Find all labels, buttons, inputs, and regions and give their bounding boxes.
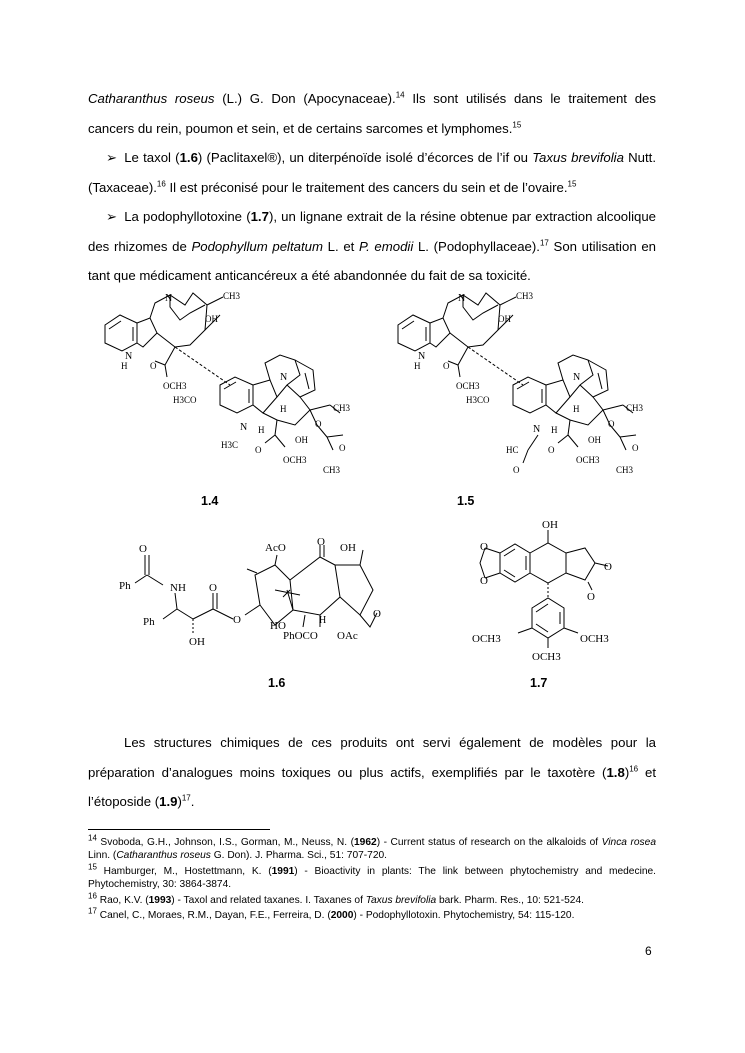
atom-label: O <box>513 465 520 475</box>
text-run: La podophyllotoxine ( <box>124 209 251 224</box>
compound-ref: 1.8 <box>606 764 625 780</box>
compound-label: 1.5 <box>457 494 475 508</box>
footnote-ref[interactable]: 17 <box>181 793 191 803</box>
page-number: 6 <box>645 944 652 958</box>
footnote-year: 1962 <box>354 837 377 848</box>
atom-label: PhOCO <box>283 630 318 642</box>
text-run: Nutt. (Taxaceae). <box>88 150 656 195</box>
structure-1-7 <box>470 518 630 668</box>
atom-label: NH <box>170 582 186 594</box>
atom-label: O <box>209 582 217 594</box>
atom-label: HC <box>506 445 519 455</box>
atom-label: O <box>139 543 147 555</box>
atom-label: O <box>373 608 381 620</box>
atom-label: OH <box>295 435 308 445</box>
atom-label: N <box>125 351 133 362</box>
atom-label: HO <box>270 620 286 632</box>
text-run: L. et <box>322 238 359 254</box>
species-name: Taxus brevifolia <box>532 150 624 165</box>
atom-label: Ph <box>143 616 155 628</box>
atom-label: OCH3 <box>576 455 600 465</box>
atom-label: OCH3 <box>532 651 561 663</box>
atom-label: CH3 <box>516 291 534 301</box>
atom-label: H3CO <box>173 395 197 405</box>
bullet-arrow-icon: ➢ <box>106 150 118 165</box>
text-run: ) - Bioactivity in plants: The link between phytochemistry and medecine. Phytochemistry, 30: 3864-3874. <box>88 866 656 891</box>
footnote-ref[interactable]: 16 <box>156 179 166 189</box>
atom-label: H <box>414 361 421 371</box>
atom-label: CH3 <box>626 403 644 413</box>
atom-label: OAc <box>337 630 358 642</box>
atom-label: N <box>573 372 581 383</box>
compound-ref: 1.6 <box>179 150 198 165</box>
species-name: Catharanthus roseus <box>116 850 211 862</box>
atom-label: N <box>280 372 288 383</box>
atom-label: Ph <box>119 580 131 592</box>
atom-label: O <box>255 445 262 455</box>
atom-label: H <box>551 425 558 435</box>
footnote-separator <box>88 829 270 830</box>
text-run: ) - Current status of research on the alkaloids of <box>376 837 602 848</box>
paragraph-intro <box>88 84 656 143</box>
bullet-arrow-icon: ➢ <box>106 209 118 224</box>
atom-label: OH <box>588 435 601 445</box>
atom-label: OH <box>542 519 558 531</box>
footnote-ref[interactable]: 15 <box>567 179 577 189</box>
atom-label: O <box>480 541 488 553</box>
text-run: et l’étoposide ( <box>88 764 657 809</box>
atom-label: OCH3 <box>580 633 609 645</box>
text-run: . <box>190 794 195 809</box>
atom-label: OH <box>498 314 511 324</box>
text-run: bark. Pharm. Res., 10: 521-524. <box>436 895 584 906</box>
compound-ref: 1.7 <box>250 209 269 224</box>
footnote-ref[interactable]: 16 <box>629 764 639 774</box>
atom-label: N <box>240 422 248 433</box>
atom-label: O <box>443 361 450 371</box>
atom-label: N <box>533 424 541 435</box>
text-run: Il est préconisé pour le traitement des cancers du sein et de l’ovaire. <box>165 179 568 195</box>
text-run: ) - Taxol and related taxanes. I. Taxanes of <box>171 895 366 906</box>
atom-label: N <box>418 351 426 362</box>
text-run: (L.) G. Don (Apocynaceae). <box>214 91 396 106</box>
footnote-ref[interactable]: 14 <box>395 90 405 100</box>
atom-label: H <box>121 361 128 371</box>
paragraph-taxol <box>88 143 656 202</box>
compound-ref: 1.9 <box>159 794 178 809</box>
atom-label: O <box>233 614 241 626</box>
text-run: ) - Podophyllotoxin. Phytochemistry, 54: 115-120. <box>353 910 575 921</box>
footnote-year: 1993 <box>148 895 172 906</box>
text-run: Les structures chimiques de ces produits ont servi également de modèles pour la préparation d’analogues moins toxiques ou plus actifs, exemplifiés par le taxotère ( <box>88 735 656 780</box>
atom-label: O <box>608 419 615 429</box>
atom-label: CH3 <box>333 403 351 413</box>
atom-label: OH <box>205 314 218 324</box>
species-name: P. emodii <box>359 238 414 254</box>
footnote-year: 1991 <box>271 866 295 877</box>
atom-label: AcO <box>265 542 286 554</box>
footnote-15 <box>88 862 656 891</box>
atom-label: O <box>548 445 555 455</box>
species-name: Podophyllum peltatum <box>191 238 323 254</box>
atom-label: OCH3 <box>163 381 187 391</box>
text-run: L. (Podophyllaceae). <box>413 238 540 254</box>
atom-label: H <box>573 404 580 414</box>
text-run: Canel, C., Moraes, R.M., Dayan, F.E., Ferreira, D. ( <box>96 910 331 921</box>
structure-1-4 <box>95 285 365 485</box>
atom-label: O <box>604 561 612 573</box>
atom-label: O <box>317 536 325 548</box>
text-run: G. Don). J. Pharma. Sci., 51: 707-720. <box>210 850 388 862</box>
footnote-14 <box>88 833 656 862</box>
species-name: Vinca rosea <box>601 837 656 848</box>
species-name: Taxus brevifolia <box>365 895 437 906</box>
atom-label: H <box>258 425 265 435</box>
species-name: Catharanthus roseus <box>88 91 215 106</box>
atom-label: CH3 <box>323 465 341 475</box>
text-run: Rao, K.V. ( <box>96 895 149 906</box>
atom-label: H <box>319 615 327 626</box>
footnote-ref[interactable]: 15 <box>512 120 522 130</box>
compound-label: 1.6 <box>268 676 286 690</box>
atom-label: N <box>458 293 466 304</box>
footnote-17 <box>88 906 656 922</box>
atom-label: CH3 <box>616 465 634 475</box>
atom-label: N <box>165 293 173 304</box>
footnote-year: 2000 <box>330 910 354 921</box>
text-run: ) (Paclitaxel®), un diterpénoïde isolé d’écorces de l’if ou <box>197 150 533 165</box>
structure-1-6 <box>115 535 385 650</box>
atom-label: H <box>280 404 287 414</box>
atom-label: O <box>587 591 595 603</box>
atom-label: OCH3 <box>283 455 307 465</box>
text-run: Svoboda, G.H., Johnson, I.S., Gorman, M., Neuss, N. ( <box>96 837 355 848</box>
footnote-number: 17 <box>88 906 97 916</box>
text-run: Linn. ( <box>88 850 117 862</box>
text-run: Ils sont utilisés dans le traitement des cancers du rein, poumon et sein, et de certains sarcomes et lymphomes. <box>88 91 656 136</box>
atom-label: O <box>480 575 488 587</box>
text-run: Son utilisation en tant que médicament anticancéreux a été abandonnée du fait de sa toxicité. <box>88 238 657 283</box>
atom-label: O <box>315 419 322 429</box>
structure-1-5 <box>388 285 658 485</box>
atom-label: OH <box>189 636 205 648</box>
atom-label: OCH3 <box>456 381 480 391</box>
atom-label: H3CO <box>466 395 490 405</box>
footnote-number: 16 <box>88 891 97 901</box>
footnote-number: 15 <box>88 862 97 872</box>
paragraph-podophyllotoxin <box>88 202 656 291</box>
footnote-16 <box>88 891 656 907</box>
paragraph-analogues: Les structures chimiques de ces produits ont servi également de modèles pour la préparation d’analogues moins toxiques ou plus actifs, exemplifiés par le taxotère $(1.8)^{16}$ et l’étoposide $(1.9)^{17}$. <box>88 735 657 809</box>
atom-label: O <box>150 361 157 371</box>
compound-label: 1.7 <box>530 676 548 690</box>
compound-label: 1.4 <box>201 494 219 508</box>
text-run: Hamburger, M., Hostettmann, K. ( <box>96 866 272 877</box>
atom-label: O <box>339 443 346 453</box>
text-run: Le taxol ( <box>124 150 180 165</box>
atom-label: CH3 <box>223 291 241 301</box>
footnote-ref[interactable]: 17 <box>539 238 549 248</box>
atom-label: O <box>632 443 639 453</box>
atom-label: OH <box>340 542 356 554</box>
atom-label: OCH3 <box>472 633 501 645</box>
atom-label: H3C <box>221 440 239 450</box>
text-run: ), un lignane extrait de la résine obtenue par extraction alcoolique des rhizomes de <box>88 209 657 254</box>
footnote-number: 14 <box>88 833 97 843</box>
